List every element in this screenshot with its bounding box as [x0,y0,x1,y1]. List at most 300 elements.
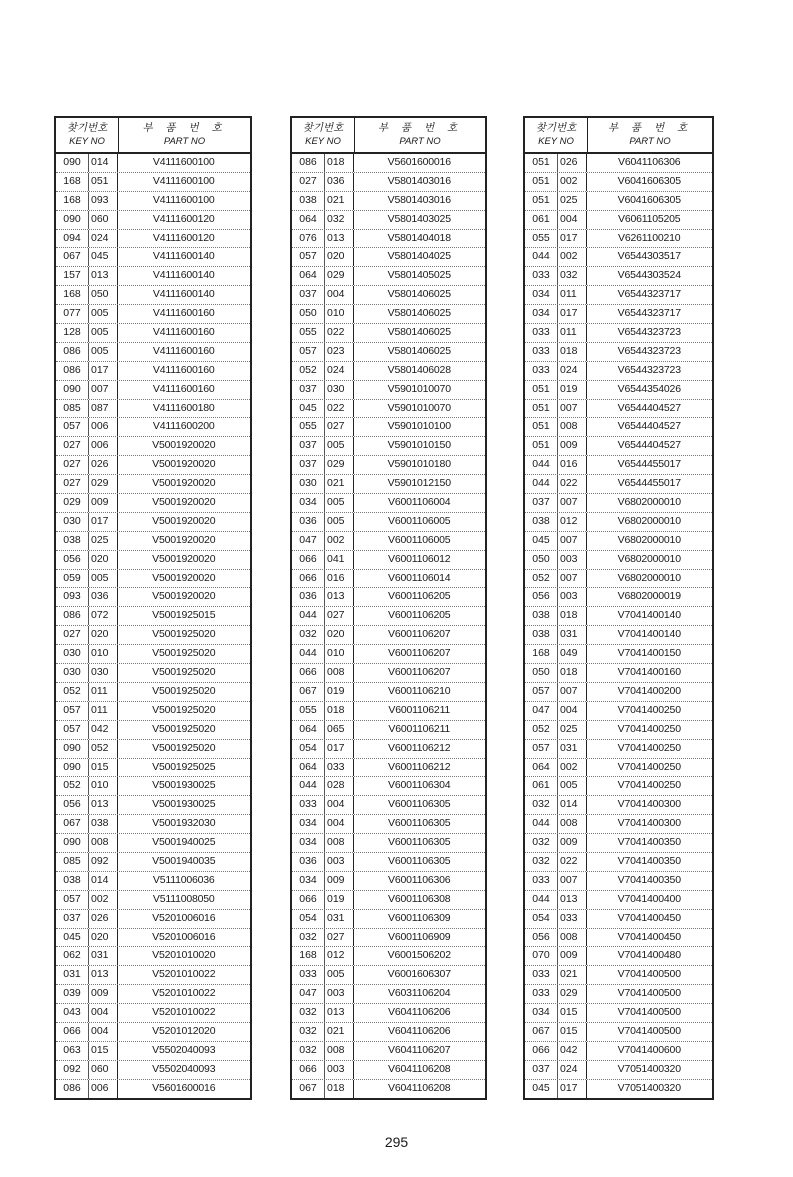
part-number-cell: V5201006016 [152,930,216,943]
table-row [56,211,250,230]
table-row [525,248,712,267]
key-group-cell: 037 [525,494,558,512]
table-row [525,1080,712,1098]
part-number-cell: V6544323717 [617,288,681,301]
table-row [292,437,485,456]
table-row [56,305,250,324]
part-number-cell: V6041106206 [388,1006,451,1019]
table-row [56,418,250,437]
table-row [525,211,712,230]
key-group-cell: 057 [56,891,89,909]
key-group-cell: 090 [56,740,89,758]
part-number-cell: V6001106207 [388,628,451,641]
table-row [292,248,485,267]
part-no-header-english: PART NO [163,136,206,147]
part-number-cell: V6001106305 [388,836,451,849]
part-number-cell: V5001925020 [152,741,216,754]
part-number-cell: V5601600016 [152,1081,216,1094]
key-number-cell: 005 [325,966,354,984]
table-row [292,740,485,759]
key-group-cell: 037 [525,1061,558,1079]
key-group-cell: 033 [525,343,558,361]
table-row [292,1023,485,1042]
key-group-cell: 128 [56,324,89,342]
table-row [292,1042,485,1061]
part-number-cell: V5001920020 [152,496,216,509]
table-row [56,607,250,626]
key-group-cell: 168 [56,173,89,191]
key-group-cell: 032 [292,1023,325,1041]
part-number-cell: V7041400350 [617,854,681,867]
key-number-cell: 029 [325,267,354,285]
key-group-cell: 051 [525,381,558,399]
key-group-cell: 030 [56,664,89,682]
key-number-cell: 050 [89,286,118,304]
key-group-cell: 052 [525,721,558,739]
table-row [56,872,250,891]
part-number-cell: V7041400140 [617,628,681,641]
part-number-cell: V6001106309 [388,911,451,924]
part-number-cell: V5001925020 [152,722,216,735]
part-number-cell: V6001506202 [387,949,451,962]
table-row [292,872,485,891]
key-number-cell: 010 [325,305,354,323]
table-row [56,286,250,305]
key-group-cell: 057 [56,702,89,720]
key-number-cell: 033 [325,759,354,777]
key-group-cell: 067 [56,248,89,266]
key-no-header-korean: 찾기번호 [302,122,344,134]
key-number-cell: 005 [325,494,354,512]
key-group-cell: 030 [56,645,89,663]
key-group-cell: 036 [292,513,325,531]
table-row [292,154,485,173]
key-number-cell: 018 [558,607,587,625]
key-number-cell: 008 [325,834,354,852]
table-row [56,834,250,853]
key-group-cell: 044 [525,891,558,909]
key-number-cell: 092 [89,853,118,871]
key-group-cell: 055 [525,230,558,248]
part-number-cell: V6544455017 [617,477,681,490]
key-number-cell: 015 [89,1042,118,1060]
table-row [56,494,250,513]
table-row [56,702,250,721]
table-row [525,777,712,796]
key-number-cell: 009 [89,494,118,512]
part-no-header-korean: 부 품 번 호 [607,122,693,134]
key-group-cell: 032 [292,1004,325,1022]
key-group-cell: 038 [56,872,89,890]
key-number-cell: 007 [558,532,587,550]
table-row [56,1004,250,1023]
key-group-cell: 044 [525,815,558,833]
key-no-header-english: KEY NO [538,136,574,147]
part-number-cell: V4111600100 [152,193,215,206]
part-number-cell: V6001106004 [388,496,451,509]
key-group-cell: 090 [56,381,89,399]
part-number-cell: V4111600160 [152,363,215,376]
part-number-cell: V6031106204 [388,987,451,1000]
part-number-cell: V7041400250 [617,741,681,754]
part-number-cell: V4111600140 [152,269,215,282]
part-number-cell: V7041400450 [617,930,681,943]
table-row [292,721,485,740]
table-row [292,475,485,494]
part-number-cell: V5001920020 [152,477,216,490]
key-number-cell: 029 [325,456,354,474]
table-row [56,192,250,211]
part-number-cell: V5001920020 [152,439,216,452]
key-group-cell: 168 [525,645,558,663]
key-group-cell: 066 [292,570,325,588]
key-no-header-korean: 찾기번호 [535,122,577,134]
part-number-cell: V5111008050 [152,892,215,905]
key-group-cell: 030 [56,513,89,531]
key-number-cell: 004 [89,1004,118,1022]
table-row [525,645,712,664]
table-row [525,173,712,192]
table-row [56,891,250,910]
part-number-cell: V7041400500 [617,1006,681,1019]
part-number-cell: V5801406025 [387,288,451,301]
key-group-cell: 044 [525,248,558,266]
part-number-cell: V7041400300 [617,798,681,811]
key-group-cell: 077 [56,305,89,323]
key-number-cell: 002 [558,248,587,266]
part-number-cell: V6001106305 [388,798,451,811]
key-group-cell: 033 [525,966,558,984]
part-number-cell: V5801403025 [387,212,451,225]
table-row [56,683,250,702]
key-group-cell: 031 [56,966,89,984]
table-row [525,966,712,985]
key-group-cell: 032 [292,1042,325,1060]
key-group-cell: 090 [56,834,89,852]
key-number-cell: 036 [325,173,354,191]
key-number-cell: 020 [89,929,118,947]
key-group-cell: 093 [56,588,89,606]
key-group-cell: 090 [56,759,89,777]
part-number-cell: V6041106208 [388,1081,451,1094]
table-row [56,437,250,456]
key-number-cell: 021 [325,192,354,210]
part-number-cell: V4111600120 [152,212,215,225]
part-number-cell: V6001106005 [388,533,451,546]
key-number-cell: 029 [558,985,587,1003]
part-number-cell: V6802000010 [617,514,681,527]
key-number-cell: 005 [558,777,587,795]
key-group-cell: 034 [292,872,325,890]
table-row [292,192,485,211]
part-no-header-korean: 부 품 번 호 [142,122,227,134]
part-number-cell: V4111600140 [152,250,215,263]
key-number-cell: 020 [325,626,354,644]
table-row [56,985,250,1004]
part-number-cell: V6001106014 [388,571,451,584]
key-number-cell: 018 [558,343,587,361]
table-row [56,248,250,267]
key-group-cell: 064 [525,759,558,777]
key-number-cell: 009 [558,947,587,965]
table-row [292,1080,485,1098]
table-row [292,494,485,513]
part-number-cell: V6001106211 [388,722,451,735]
key-number-cell: 020 [89,551,118,569]
key-group-cell: 056 [56,796,89,814]
table-row [292,702,485,721]
part-number-cell: V6544323723 [617,363,681,376]
key-group-cell: 043 [56,1004,89,1022]
part-number-cell: V6544404527 [617,439,681,452]
part-number-cell: V4111600140 [152,288,215,301]
key-number-cell: 010 [89,777,118,795]
key-group-cell: 066 [292,664,325,682]
part-number-cell: V6802000010 [617,496,681,509]
key-group-cell: 057 [525,740,558,758]
part-number-cell: V5111006036 [152,873,215,886]
table-row [292,418,485,437]
table-row [525,626,712,645]
table-row [292,891,485,910]
key-number-cell: 008 [558,929,587,947]
part-no-header [119,118,250,152]
key-group-cell: 067 [292,683,325,701]
key-number-cell: 003 [558,588,587,606]
key-number-cell: 013 [89,267,118,285]
part-number-cell: V5801403016 [387,174,451,187]
table-row [525,759,712,778]
key-group-cell: 032 [525,853,558,871]
key-number-cell: 032 [558,267,587,285]
table-row [525,305,712,324]
key-number-cell: 060 [89,1061,118,1079]
key-group-cell: 027 [56,456,89,474]
table-row [56,570,250,589]
part-number-cell: V5001925015 [152,609,216,622]
key-group-cell: 064 [292,721,325,739]
key-number-cell: 031 [558,626,587,644]
key-number-cell: 012 [325,947,354,965]
part-number-cell: V5001925025 [152,760,216,773]
part-number-cell: V5201010022 [152,1006,216,1019]
key-group-cell: 034 [525,286,558,304]
part-number-cell: V4111600200 [152,420,215,433]
key-number-cell: 010 [325,645,354,663]
table-row [292,456,485,475]
part-number-cell: V5801406025 [387,326,451,339]
table-row [56,626,250,645]
key-group-cell: 070 [525,947,558,965]
key-group-cell: 056 [525,929,558,947]
key-group-cell: 066 [292,891,325,909]
key-number-cell: 019 [558,381,587,399]
part-number-cell: V7051400320 [617,1062,681,1075]
part-number-cell: V5001920020 [152,533,216,546]
key-number-cell: 027 [325,607,354,625]
key-group-cell: 050 [525,664,558,682]
key-number-cell: 019 [325,891,354,909]
part-number-cell: V4111600100 [152,174,215,187]
table-row [525,985,712,1004]
table-row [56,551,250,570]
key-number-cell: 022 [325,324,354,342]
key-number-cell: 030 [325,381,354,399]
part-number-cell: V5801404025 [387,250,451,263]
key-group-cell: 052 [56,777,89,795]
key-number-cell: 027 [325,929,354,947]
key-number-cell: 004 [89,1023,118,1041]
key-group-cell: 027 [56,626,89,644]
key-group-cell: 061 [525,211,558,229]
part-number-cell: V6041106208 [388,1062,451,1075]
table-row [292,343,485,362]
key-number-cell: 031 [325,910,354,928]
table-row [292,985,485,1004]
key-number-cell: 007 [558,494,587,512]
part-number-cell: V6544303517 [617,250,681,263]
key-group-cell: 032 [292,626,325,644]
part-number-cell: V5901010150 [387,439,451,452]
table-row [525,532,712,551]
key-number-cell: 011 [558,286,587,304]
key-number-cell: 008 [325,664,354,682]
key-group-cell: 047 [292,532,325,550]
parts-table-2 [290,116,487,1100]
table-row [292,588,485,607]
key-number-cell: 003 [558,551,587,569]
key-group-cell: 057 [56,418,89,436]
table-row [56,947,250,966]
part-number-cell: V6802000010 [617,552,681,565]
key-group-cell: 057 [56,721,89,739]
part-number-cell: V5801406025 [387,344,451,357]
part-number-cell: V7041400160 [617,666,681,679]
part-number-cell: V4111600160 [152,326,215,339]
key-group-cell: 034 [292,815,325,833]
part-number-cell: V6001106305 [388,817,451,830]
key-number-cell: 002 [325,532,354,550]
part-number-cell: V7041400500 [617,1024,681,1037]
table-row [292,211,485,230]
key-number-cell: 005 [89,570,118,588]
key-group-cell: 067 [525,1023,558,1041]
table-row [56,1023,250,1042]
key-group-cell: 052 [56,683,89,701]
part-number-cell: V6041106207 [388,1043,451,1056]
key-group-cell: 086 [56,1080,89,1098]
part-number-cell: V7041400200 [617,684,681,697]
key-group-cell: 037 [56,910,89,928]
key-group-cell: 050 [525,551,558,569]
key-number-cell: 023 [325,343,354,361]
key-number-cell: 012 [558,513,587,531]
key-group-cell: 038 [525,513,558,531]
table-row [292,532,485,551]
key-number-cell: 018 [558,664,587,682]
table-row [292,815,485,834]
key-group-cell: 052 [525,570,558,588]
key-number-cell: 022 [558,853,587,871]
key-number-cell: 036 [89,588,118,606]
key-group-cell: 034 [292,494,325,512]
table-row [525,154,712,173]
table-row [525,494,712,513]
part-number-cell: V6001106205 [388,590,451,603]
table-row [525,418,712,437]
table-row [56,362,250,381]
key-group-cell: 038 [292,192,325,210]
table-row [525,947,712,966]
part-number-cell: V7041400250 [617,760,681,773]
table-body [525,154,712,1098]
key-number-cell: 072 [89,607,118,625]
key-number-cell: 087 [89,400,118,418]
key-group-cell: 054 [292,740,325,758]
table-row [292,759,485,778]
key-number-cell: 093 [89,192,118,210]
table-row [525,740,712,759]
table-row [56,929,250,948]
table-row [56,796,250,815]
part-number-cell: V6544303524 [617,269,681,282]
key-number-cell: 038 [89,815,118,833]
table-row [56,456,250,475]
key-group-cell: 061 [525,777,558,795]
key-number-cell: 008 [558,418,587,436]
key-number-cell: 014 [89,154,118,172]
part-number-cell: V6001106909 [388,930,451,943]
table-row [56,381,250,400]
key-group-cell: 034 [292,834,325,852]
key-number-cell: 008 [89,834,118,852]
key-number-cell: 008 [558,815,587,833]
part-number-cell: V5901010070 [387,401,451,414]
key-group-cell: 044 [292,645,325,663]
table-row [525,1061,712,1080]
part-number-cell: V7041400300 [617,817,681,830]
key-number-cell: 007 [558,400,587,418]
table-row [56,154,250,173]
key-number-cell: 006 [89,437,118,455]
key-number-cell: 024 [558,362,587,380]
key-number-cell: 022 [325,400,354,418]
table-row [525,267,712,286]
key-number-cell: 014 [89,872,118,890]
key-number-cell: 042 [558,1042,587,1060]
part-number-cell: V7041400480 [617,949,681,962]
part-number-cell: V6041106206 [388,1024,451,1037]
part-number-cell: V5001925020 [152,628,216,641]
key-group-cell: 067 [292,1080,325,1098]
part-number-cell: V6001106306 [388,873,451,886]
key-group-cell: 044 [292,777,325,795]
table-row [525,683,712,702]
key-group-cell: 066 [56,1023,89,1041]
key-number-cell: 005 [325,513,354,531]
key-number-cell: 031 [89,947,118,965]
key-number-cell: 002 [558,759,587,777]
key-group-cell: 033 [525,872,558,890]
table-row [56,815,250,834]
key-number-cell: 015 [558,1023,587,1041]
table-row [292,400,485,419]
table-row [525,192,712,211]
table-row [56,664,250,683]
table-row [525,910,712,929]
page-number: 295 [384,1134,409,1150]
part-number-cell: V7041400350 [617,836,681,849]
